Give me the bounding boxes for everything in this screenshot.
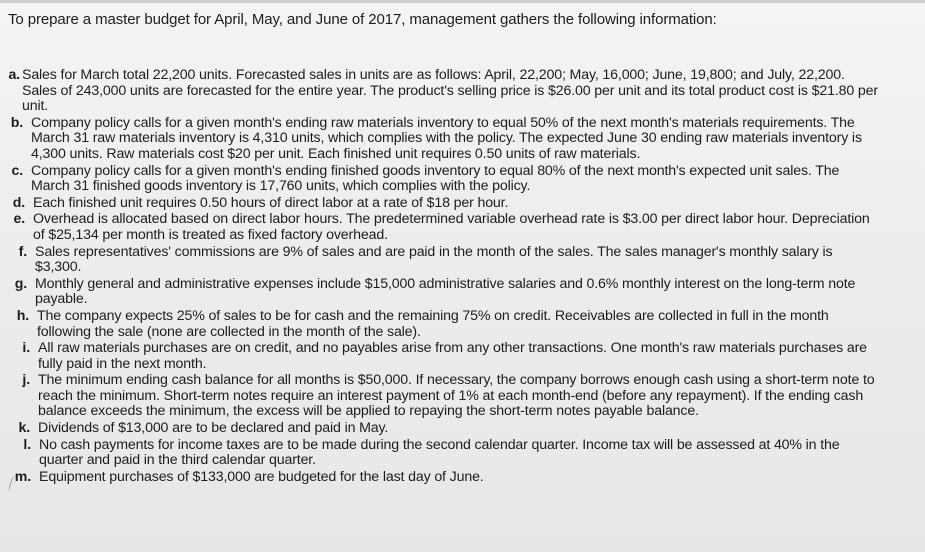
- item-text: Monthly general and administrative expenses include $15,000 administrative salaries and 0.6% monthly interest on the long-term note payable.: [35, 275, 856, 308]
- information-list: [0, 68, 925, 486]
- item-letter: f.: [18, 243, 27, 260]
- item-text: Each finished unit requires 0.50 hours of direct labor at a rate of $18 per hour.: [33, 194, 509, 211]
- list-item: [0, 245, 925, 276]
- item-text: Sales for March total 22,200 units. Forecasted sales in units are as follows: April, 22,200; May, 16,000; June, 19,800; and July, 22,200. Sales of 243,000 units are forecasted for the entire year. The product's selling price is $26.00 per unit and its total product cost is $21.80 per unit.: [22, 67, 878, 115]
- list-item: [0, 277, 925, 308]
- list-item: [0, 212, 925, 243]
- item-letter: j.: [22, 372, 30, 389]
- list-item: [0, 196, 925, 212]
- list-item: [0, 309, 925, 340]
- item-text: Equipment purchases of $133,000 are budgeted for the last day of June.: [39, 468, 484, 485]
- list-item: [0, 421, 925, 437]
- intro-paragraph: To prepare a master budget for April, May, and June of 2017, management gathers the following information:: [8, 11, 717, 28]
- item-letter: k.: [18, 420, 30, 437]
- item-text: The minimum ending cash balance for all months is $50,000. If necessary, the company borrows enough cash using a short-term note to reach the minimum. Short-term notes require an interest payment of 1% at each month-end (before any repayment). If the ending cash balance exceeds the minimum, the excess will be applied to repaying the short-term notes payable balance.: [38, 372, 875, 420]
- item-text: Company policy calls for a given month's ending finished goods inventory to equal 80% of the next month's expected unit sales. The March 31 finished goods inventory is 17,760 units, which complies with the policy.: [31, 162, 840, 195]
- item-letter: m.: [14, 468, 31, 485]
- item-text: Overhead is allocated based on direct labor hours. The predetermined variable overhead rate is $3.00 per direct labor hour. Depreciation of $25,134 per month is treated as fixed factory overhead.: [33, 211, 870, 243]
- item-text: All raw materials purchases are on credit, and no payables arise from any other transactions. One month's raw materials purchases are fully paid in the next month.: [38, 340, 867, 372]
- item-letter: l.: [23, 436, 31, 453]
- list-item: [0, 341, 925, 372]
- item-letter: h.: [16, 307, 29, 324]
- item-letter: a.: [8, 67, 20, 83]
- list-item: [0, 438, 925, 469]
- item-text: Dividends of $13,000 are to be declared and paid in May.: [38, 420, 389, 437]
- top-border: [0, 0, 925, 3]
- item-text: Sales representatives' commissions are 9% of sales and are paid in the month of the sales. The sales manager's monthly salary is $3,300.: [35, 243, 833, 276]
- list-item: [0, 68, 925, 115]
- item-text: No cash payments for income taxes are to be made during the second calendar quarter. Income tax will be assessed at 40% in the quarter and paid in the third calendar quarter.: [39, 436, 840, 469]
- item-text: The company expects 25% of sales to be for cash and the remaining 75% on credit. Receivables are collected in full in the month following the sale (none are collected in the month of the sale).: [37, 307, 829, 340]
- item-letter: i.: [22, 340, 30, 357]
- item-letter: d.: [12, 194, 25, 211]
- item-letter: e.: [13, 211, 25, 228]
- list-item: [0, 470, 925, 486]
- item-letter: c.: [11, 162, 23, 179]
- list-item: [0, 116, 925, 163]
- item-letter: b.: [10, 114, 23, 131]
- item-text: Company policy calls for a given month's ending raw materials inventory to equal 50% of the next month's materials requirements. The March 31 raw materials inventory is 4,310 units, which complies with the policy. The expected June 30 ending raw materials inventory is 4,300 units. Raw materials cost $20 per unit. Each finished unit requires 0.50 units of raw materials.: [31, 114, 862, 162]
- item-letter: g.: [14, 275, 27, 292]
- list-item: [0, 164, 925, 195]
- list-item: [0, 373, 925, 420]
